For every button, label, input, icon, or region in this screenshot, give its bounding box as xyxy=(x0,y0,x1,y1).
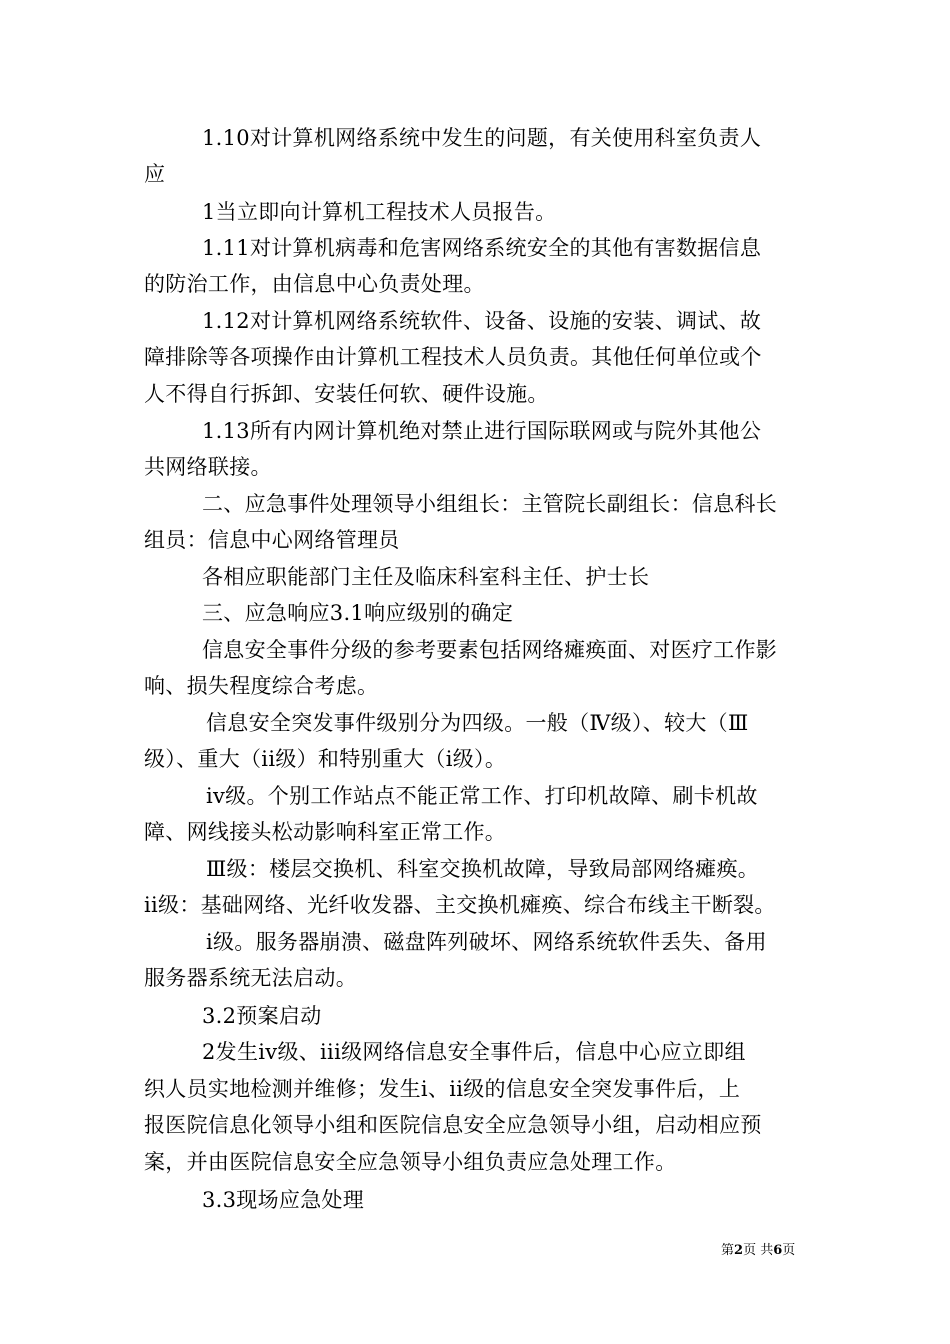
text-line: 1.13所有内网计算机绝对禁止进行国际联网或与院外其他公 xyxy=(202,419,762,443)
text-line: iv级。个别工作站点不能正常工作、打印机故障、刷卡机故 xyxy=(206,784,758,808)
footer-middle: 页 共 xyxy=(743,1243,774,1258)
text-line: 信息安全突发事件级别分为四级。一般（Ⅳ级）、较大（Ⅲ xyxy=(206,711,749,735)
text-line: 服务器系统无法启动。 xyxy=(144,966,357,990)
text-line: 的防治工作，由信息中心负责处理。 xyxy=(144,272,485,296)
text-line: 级）、重大（ii级）和特别重大（i级）。 xyxy=(144,747,507,771)
text-line: 织人员实地检测并维修；发生i、ii级的信息安全突发事件后，上 xyxy=(144,1077,741,1101)
text-line: ii级：基础网络、光纤收发器、主交换机瘫痪、综合布线主干断裂。 xyxy=(144,893,776,917)
current-page-number: 2 xyxy=(734,1243,744,1258)
text-line: 二、应急事件处理领导小组组长：主管院长副组长：信息科长 xyxy=(202,492,778,516)
text-line: 案，并由医院信息安全应急领导小组负责应急处理工作。 xyxy=(144,1150,677,1174)
text-line: 1.10对计算机网络系统中发生的问题，有关使用科室负责人 xyxy=(202,126,762,150)
footer-prefix: 第 xyxy=(721,1243,735,1258)
footer-suffix: 页 xyxy=(782,1243,796,1258)
text-line: 2发生iv级、iii级网络信息安全事件后，信息中心应立即组 xyxy=(202,1040,746,1064)
text-line: 1.12对计算机网络系统软件、设备、设施的安装、调试、故 xyxy=(202,309,762,333)
page-number-footer xyxy=(721,1243,795,1259)
text-line: 1当立即向计算机工程技术人员报告。 xyxy=(202,200,557,224)
text-line: 3.3现场应急处理 xyxy=(202,1188,365,1212)
text-line: 1.11对计算机病毒和危害网络系统安全的其他有害数据信息 xyxy=(202,236,762,260)
text-line: 报医院信息化领导小组和医院信息安全应急领导小组，启动相应预 xyxy=(144,1113,762,1137)
text-line: 障排除等各项操作由计算机工程技术人员负责。其他任何单位或个 xyxy=(144,345,762,369)
text-line: 3.2预案启动 xyxy=(202,1004,322,1028)
text-line: 三、应急响应3.1响应级别的确定 xyxy=(202,601,514,625)
total-page-number: 6 xyxy=(773,1243,783,1258)
text-line: 响、损失程度综合考虑。 xyxy=(144,674,379,698)
text-line: 共网络联接。 xyxy=(144,455,272,479)
text-line: i级。服务器崩溃、磁盘阵列破坏、网络系统软件丢失、备用 xyxy=(206,930,767,954)
text-line: 组员：信息中心网络管理员 xyxy=(144,528,400,552)
text-line: 信息安全事件分级的参考要素包括网络瘫痪面、对医疗工作影 xyxy=(202,638,778,662)
text-line: 障、网线接头松动影响科室正常工作。 xyxy=(144,820,507,844)
text-line: Ⅲ级：楼层交换机、科室交换机故障，导致局部网络瘫痪。 xyxy=(206,857,760,881)
text-line: 人不得自行拆卸、安装任何软、硬件设施。 xyxy=(144,382,549,406)
text-line: 各相应职能部门主任及临床科室科主任、护士长 xyxy=(202,565,650,589)
text-line: 应 xyxy=(144,162,166,186)
